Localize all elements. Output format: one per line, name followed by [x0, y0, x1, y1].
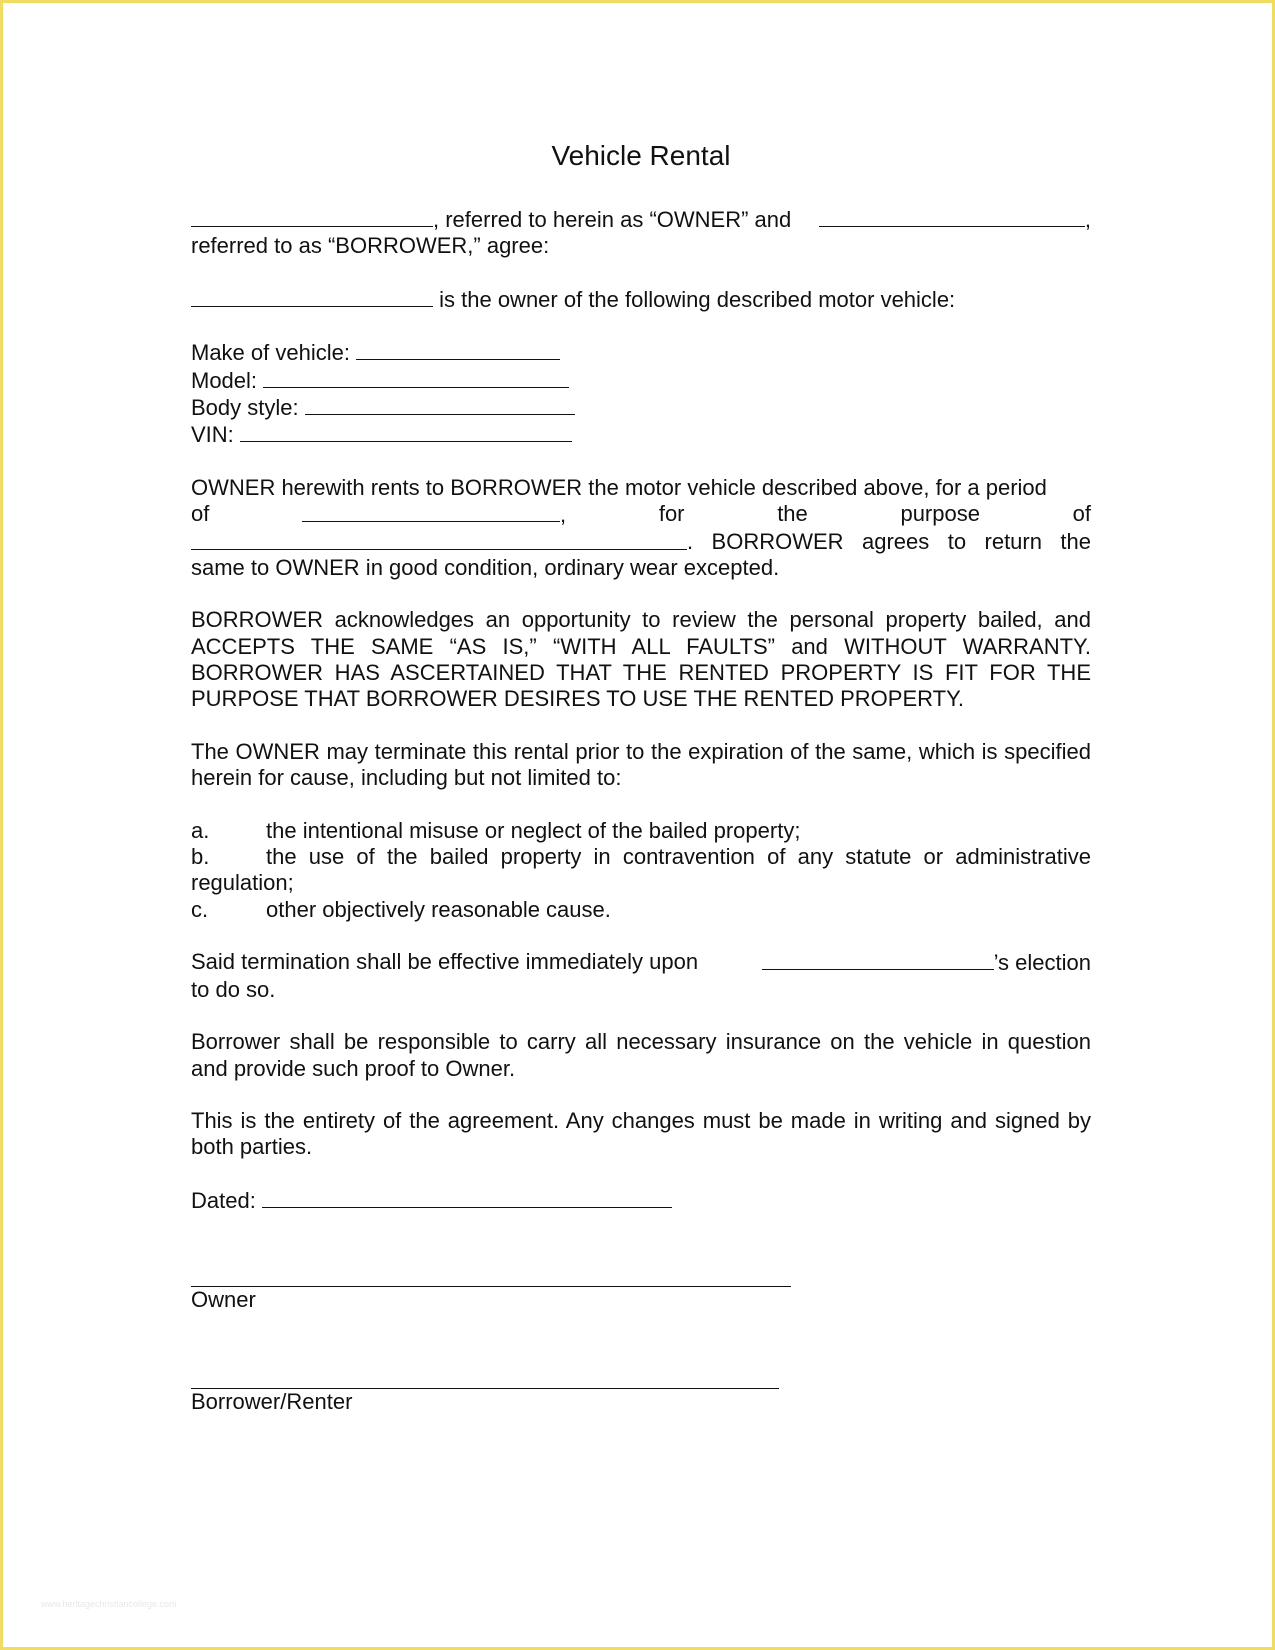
document-body — [191, 138, 1091, 1415]
body-style-label: Body style: — [191, 395, 299, 421]
owner-signature-label: Owner — [191, 1287, 256, 1313]
vin-label: VIN: — [191, 422, 234, 448]
borrower-signature-block — [191, 1364, 1091, 1415]
rental-purpose-blank[interactable] — [191, 529, 687, 550]
insurance-paragraph: Borrower shall be responsible to carry all necessary insurance on the vehicle in question and provide such proof to Owner. — [191, 1029, 1091, 1081]
as-is-paragraph: BORROWER acknowledges an opportunity to review the personal property bailed, and ACCEPTS THE SAME “AS IS,” “WITH ALL FAULTS” and WITHOUT WARRANTY. BORROWER HAS ASCERTAINED THAT THE RENTED PROPERTY IS FIT FOR THE PURPOSE THAT BORROWER DESIRES TO USE THE RENTED PROPERTY. — [191, 607, 1091, 712]
make-label: Make of vehicle: — [191, 340, 350, 366]
vin-blank[interactable] — [240, 421, 572, 442]
owner-signature-block — [191, 1262, 1091, 1313]
vehicle-owner-blank[interactable] — [191, 286, 433, 307]
model-label: Model: — [191, 367, 258, 393]
rental-period-blank[interactable] — [302, 501, 560, 522]
list-item: b. the use of the bailed property in contravention of any statute or administrative regulation; — [191, 844, 1091, 896]
date-blank[interactable] — [262, 1187, 672, 1208]
list-item: a. the intentional misuse or neglect of the bailed property; — [191, 817, 801, 843]
borrower-signature-label: Borrower/Renter — [191, 1388, 353, 1414]
rental-terms-paragraph: OWNER herewith rents to BORROWER the motor vehicle described above, for a period of , for the purpose of . BORROWER agrees to return the same to OWNER in good condition, ordinary wear excepted. — [191, 474, 1091, 580]
election-party-blank[interactable] — [762, 949, 994, 970]
vehicle-fields — [191, 339, 1091, 448]
ownership-paragraph: is the owner of the following described motor vehicle: — [191, 286, 1091, 313]
document-title: Vehicle Rental — [551, 140, 731, 171]
dated-label: Dated: — [191, 1187, 256, 1213]
termination-causes-list — [191, 818, 1091, 923]
owner-signature-line[interactable] — [191, 1262, 791, 1287]
body-style-blank[interactable] — [305, 394, 575, 415]
termination-effective-paragraph: Said termination shall be effective immediately upon ’s election to do so. — [191, 949, 1091, 1002]
owner-name-blank[interactable] — [191, 206, 433, 227]
entirety-paragraph: This is the entirety of the agreement. Any changes must be made in writing and signed by both parties. — [191, 1108, 1091, 1160]
make-blank[interactable] — [356, 339, 560, 360]
dated-line — [191, 1187, 1091, 1214]
list-item: c. other objectively reasonable cause. — [191, 896, 611, 922]
termination-paragraph: The OWNER may terminate this rental prior to the expiration of the same, which is specified herein for cause, including but not limited to: — [191, 738, 1091, 791]
watermark-text: www.heritagechristiancollege.com — [41, 1599, 177, 1609]
parties-paragraph: , referred to herein as “OWNER” and , referred to as “BORROWER,” agree: — [191, 207, 1091, 259]
borrower-name-blank[interactable] — [819, 206, 1085, 227]
borrower-signature-line[interactable] — [191, 1364, 779, 1389]
model-blank[interactable] — [263, 367, 569, 388]
